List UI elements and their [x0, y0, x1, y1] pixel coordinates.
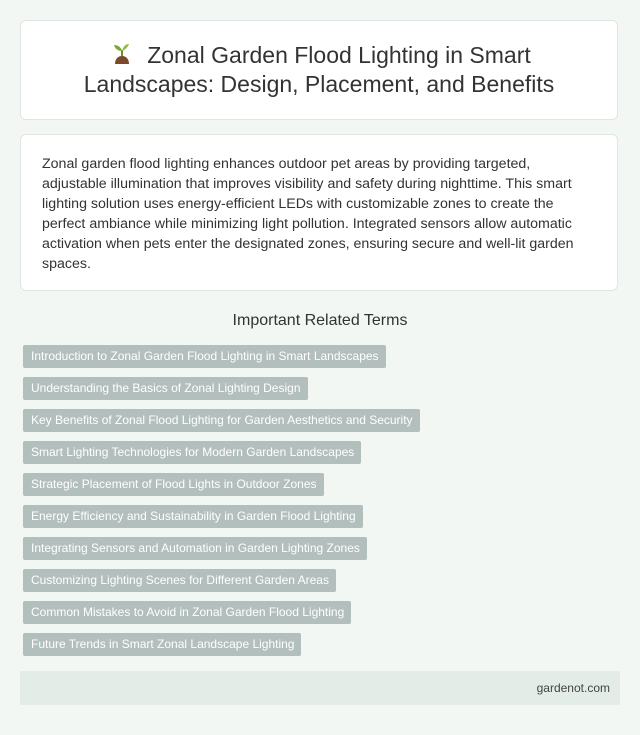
term-link[interactable]: Common Mistakes to Avoid in Zonal Garden Flood Lighting	[23, 601, 351, 624]
footer-site-link[interactable]: gardenot.com	[536, 681, 610, 695]
term-link[interactable]: Future Trends in Smart Zonal Landscape Lighting	[23, 633, 301, 656]
term-link[interactable]: Understanding the Basics of Zonal Lighting Design	[23, 377, 308, 400]
term-link[interactable]: Smart Lighting Technologies for Modern Garden Landscapes	[23, 441, 361, 464]
sprout-icon	[107, 43, 137, 65]
summary-card	[20, 134, 618, 291]
title-card	[20, 20, 618, 120]
term-link[interactable]: Strategic Placement of Flood Lights in Outdoor Zones	[23, 473, 324, 496]
term-link[interactable]: Customizing Lighting Scenes for Different Garden Areas	[23, 569, 336, 592]
summary-text: Zonal garden flood lighting enhances outdoor pet areas by providing targeted, adjustable illumination that improves visibility and safety during nighttime. This smart lighting solution uses energy-efficient LEDs with customizable zones to create the perfect ambiance while minimizing light pollution. Integrated sensors allow automatic activation when pets enter the designated zones, ensuring secure and well-lit garden spaces.	[42, 156, 574, 272]
term-link[interactable]: Key Benefits of Zonal Flood Lighting for Garden Aesthetics and Security	[23, 409, 420, 432]
page-title-text: Zonal Garden Flood Lighting in Smart Landscapes: Design, Placement, and Benefits	[83, 42, 555, 97]
related-terms-heading: Important Related Terms	[232, 312, 408, 329]
term-link[interactable]: Introduction to Zonal Garden Flood Lighting in Smart Landscapes	[23, 345, 386, 368]
term-link[interactable]: Integrating Sensors and Automation in Garden Lighting Zones	[23, 537, 367, 560]
related-terms-list	[23, 345, 420, 656]
footer	[20, 671, 620, 705]
page-title	[21, 41, 617, 99]
term-link[interactable]: Energy Efficiency and Sustainability in Garden Flood Lighting	[23, 505, 363, 528]
